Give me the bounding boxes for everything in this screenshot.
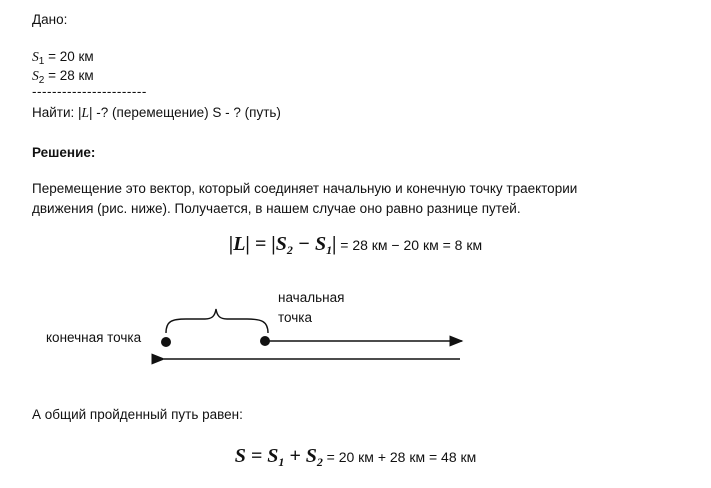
displacement-formula: |L| = |S2 − S1| = 28 км − 20 км = 8 км (228, 233, 483, 257)
start-point (260, 336, 270, 346)
given-label: Дано: (32, 12, 68, 27)
solution-heading: Решение: (32, 145, 96, 160)
start-point-label-line-2: точка (278, 310, 312, 325)
start-point-label-line-1: начальная (278, 290, 345, 305)
solution-paragraph-line-2: движения (рис. ниже). Получается, в нашем случае оно равно разнице путей. (32, 201, 521, 216)
total-path-text: А общий пройденный путь равен: (32, 407, 243, 422)
given-s2: $S_2 = 28$ км (32, 68, 94, 86)
end-point-label: конечная точка (46, 330, 142, 345)
separator-line: ----------------------- (32, 84, 147, 99)
total-path-formula: S = S1 + S2 = 20 км + 28 км = 48 км (234, 445, 477, 469)
difference-brace (166, 309, 268, 333)
solution-paragraph-line-1: Перемещение это вектор, который соединяет начальную и конечную точку траектории (32, 181, 578, 196)
end-point (161, 337, 171, 347)
given-s1: $S_1 = 20$ км (32, 49, 94, 67)
find-line: Найти: |L| -? (перемещение) S - ? (путь) (32, 105, 281, 120)
